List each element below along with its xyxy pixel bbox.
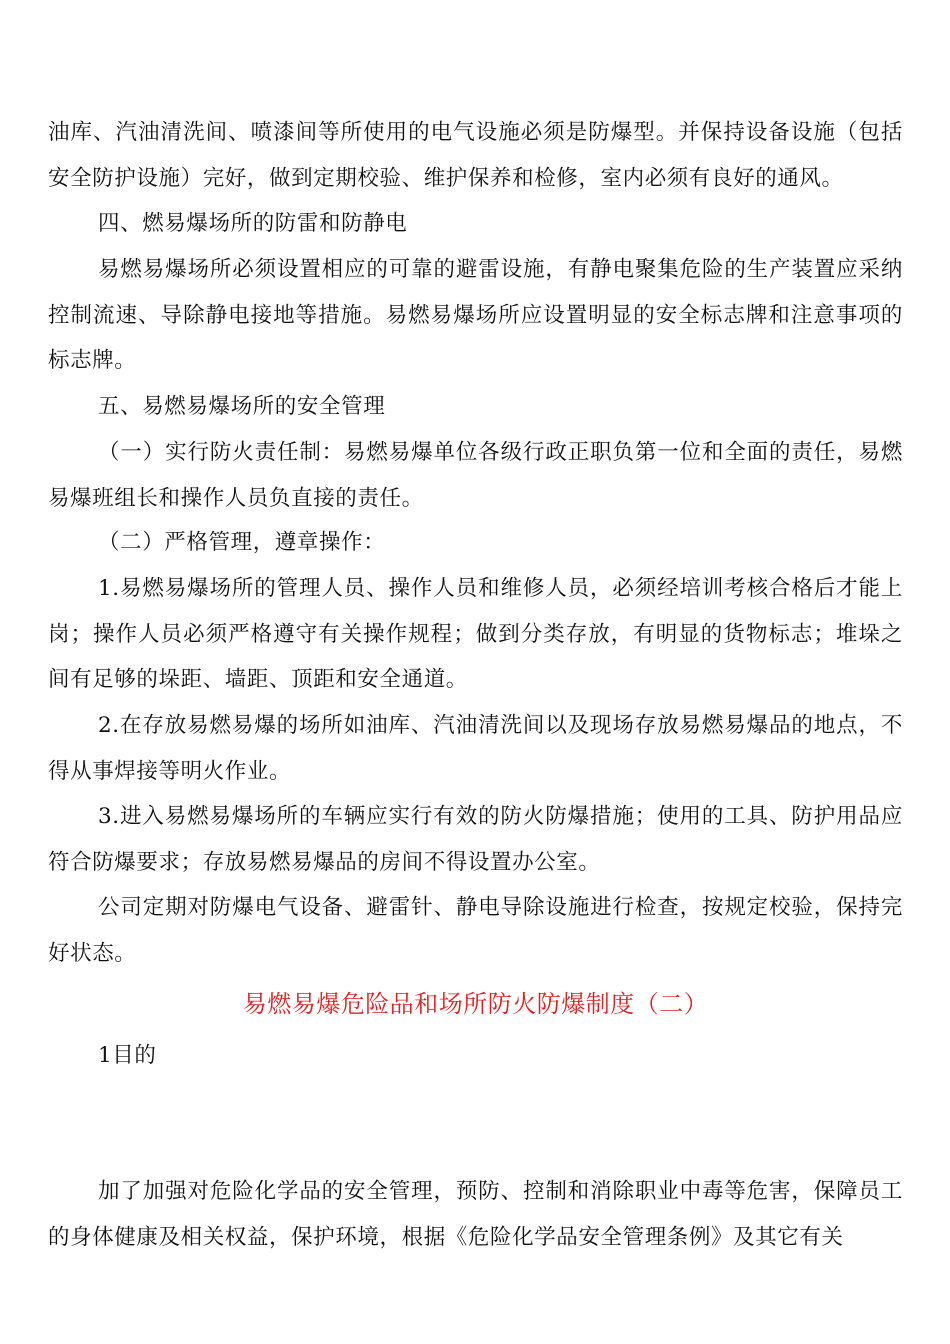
paragraph-purpose-body: 加了加强对危险化学品的安全管理，预防、控制和消除职业中毒等危害，保障员工的身体健康及相关权益，保护环境，根据《危险化学品安全管理条例》及其它有关 [48, 1179, 903, 1250]
list-item-1: 1.易燃易爆场所的管理人员、操作人员和维修人员，必须经培训考核合格后才能上岗；操作人员必须严格遵守有关操作规程；做到分类存放，有明显的货物标志；堆垛之间有足够的垛距、墙距、顶距和安全通道。 [48, 576, 903, 692]
paragraph-inspection: 公司定期对防爆电气设备、避雷针、静电导除设施进行检查，按规定校验，保持完好状态。 [48, 895, 903, 966]
paragraph-electrical-facilities: 油库、汽油清洗间、喷漆间等所使用的电气设施必须是防爆型。并保持设备设施（包括安全防护设施）完好，做到定期校验、维护保养和检修，室内必须有良好的通风。 [48, 120, 903, 191]
document-title: 易燃易爆危险品和场所防火防爆制度（二） [242, 990, 709, 1018]
paragraph-strict-management: （二）严格管理，遵章操作： [98, 530, 386, 555]
section-heading-five: 五、易燃易爆场所的安全管理 [98, 394, 386, 419]
list-item-2: 2.在存放易燃易爆的场所如油库、汽油清洗间以及现场存放易燃易爆品的地点，不得从事焊接等明火作业。 [48, 713, 903, 784]
paragraph-lightning-static: 易燃易爆场所必须设置相应的可靠的避雷设施，有静电聚集危险的生产装置应采纳控制流速、导除静电接地等措施。易燃易爆场所应设置明显的安全标志牌和注意事项的标志牌。 [48, 257, 903, 373]
paragraph-fire-responsibility: （一）实行防火责任制：易燃易爆单位各级行政正职负第一位和全面的责任，易燃易爆班组长和操作人员负直接的责任。 [48, 440, 903, 511]
list-item-3: 3.进入易燃易爆场所的车辆应实行有效的防火防爆措施；使用的工具、防护用品应符合防爆要求；存放易燃易爆品的房间不得设置办公室。 [48, 804, 903, 875]
section-heading-four: 四、燃易爆场所的防雷和防静电 [98, 211, 408, 236]
section-purpose: 1目的 [98, 1043, 157, 1068]
